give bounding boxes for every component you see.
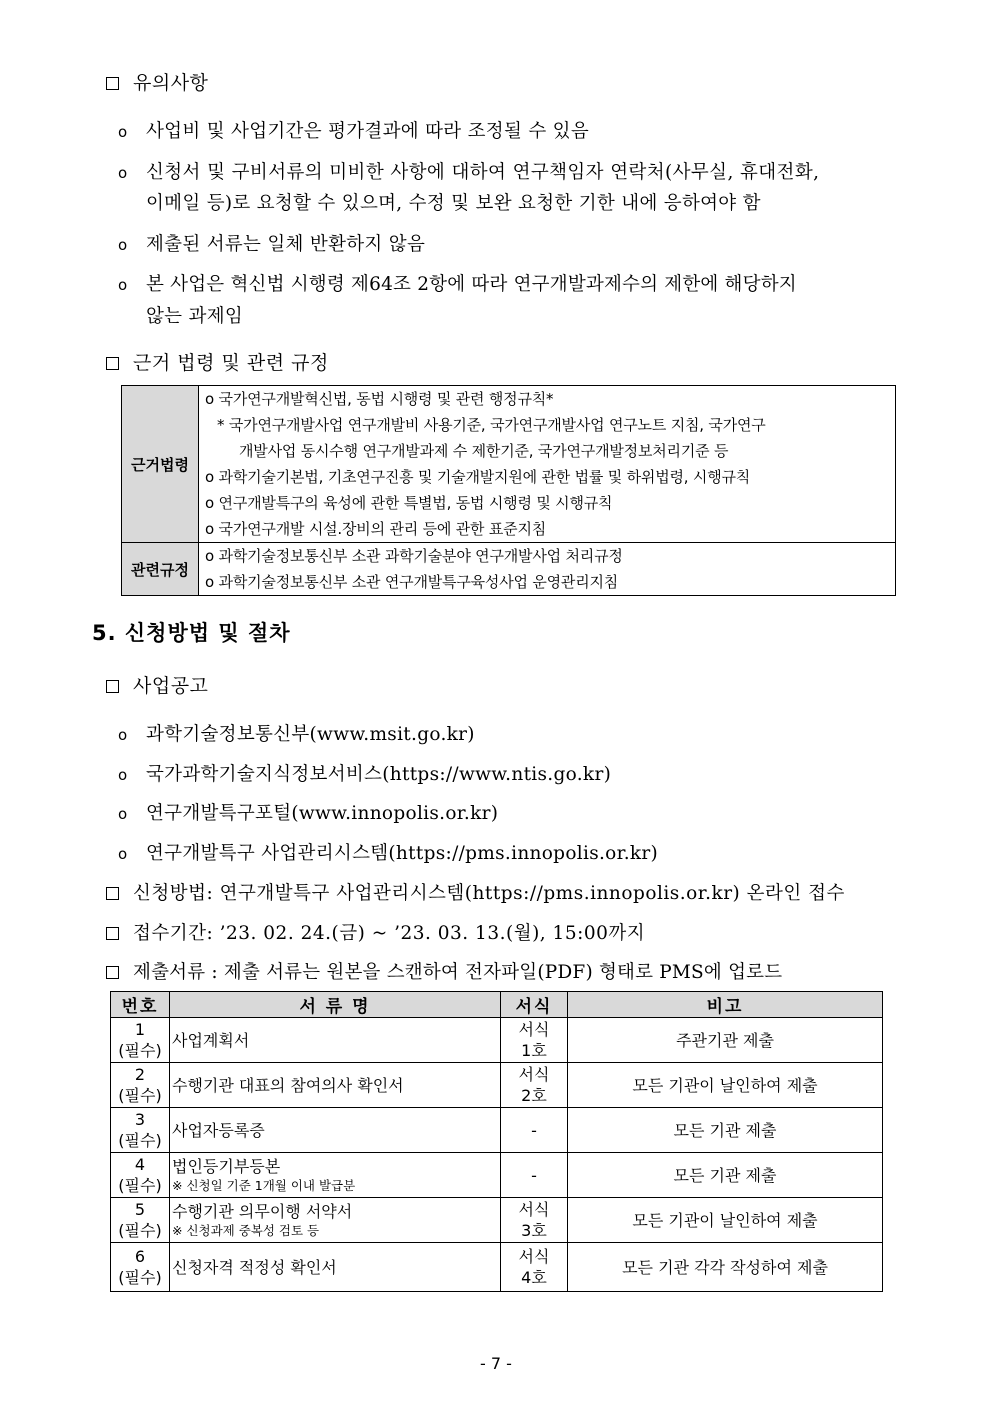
col-remark: 비고 xyxy=(568,992,883,1018)
checkbox-square-icon xyxy=(106,680,119,693)
table-row xyxy=(111,1198,883,1243)
col-number: 번호 xyxy=(111,992,170,1018)
row-form: 서식 2호 xyxy=(501,1063,568,1108)
law-line: ο 국가연구개발혁신법, 동법 시행령 및 관련 행정규칙* xyxy=(205,390,554,408)
table-row xyxy=(111,1063,883,1108)
row-doc-name: 신청자격 적정성 확인서 xyxy=(170,1243,501,1292)
table-row xyxy=(111,1243,883,1292)
row-form: - xyxy=(501,1108,568,1153)
notice-section-title: 유의사항 xyxy=(106,68,208,95)
notice-item: ο 사업비 및 사업기간은 평가결과에 따라 조정될 수 있음 xyxy=(118,121,590,142)
announce-section-title: 사업공고 xyxy=(106,671,208,698)
notice-item-continuation: 이메일 등)로 요청할 수 있으며, 수정 및 보완 요청한 기한 내에 응하여야 함 xyxy=(146,193,761,214)
laws-section-title: 근거 법령 및 관련 규정 xyxy=(106,348,329,375)
rule-line: ο 과학기술정보통신부 소관 연구개발특구육성사업 운영관리지침 xyxy=(205,573,619,591)
announce-item: ο 국가과학기술지식정보서비스(https://www.ntis.go.kr) xyxy=(118,764,612,785)
row-form: 서식 3호 xyxy=(501,1198,568,1243)
checkbox-square-icon xyxy=(106,887,119,900)
row-doc-note: ※ 신청일 기준 1개월 이내 발급분 xyxy=(172,1178,356,1193)
checkbox-square-icon xyxy=(106,966,119,979)
page-number: - 7 - xyxy=(480,1354,512,1373)
notice-item-continuation: 않는 과제임 xyxy=(146,306,244,327)
row-remark: 주관기관 제출 xyxy=(568,1018,883,1063)
row-number: 6 (필수) xyxy=(111,1243,170,1292)
law-footnote-line: 개발사업 동시수행 연구개발과제 수 제한기준, 국가연구개발정보처리기준 등 xyxy=(239,442,729,460)
row-number: 5 (필수) xyxy=(111,1198,170,1243)
apply-method: 신청방법: 연구개발특구 사업관리시스템(https://pms.innopolis.or.kr) 온라인 접수 xyxy=(106,879,845,905)
row-doc-name: 사업자등록증 xyxy=(170,1108,501,1153)
row-remark: 모든 기관 각각 작성하여 제출 xyxy=(568,1243,883,1292)
row-number: 4 (필수) xyxy=(111,1153,170,1198)
row-number: 3 (필수) xyxy=(111,1108,170,1153)
docs-intro: 제출서류 : 제출 서류는 원본을 스캔하여 전자파일(PDF) 형태로 PMS에 업로드 xyxy=(106,958,782,984)
checkbox-square-icon xyxy=(106,927,119,940)
notice-item: ο 제출된 서류는 일체 반환하지 않음 xyxy=(118,234,426,255)
row-doc-name: 수행기관 대표의 참여의사 확인서 xyxy=(170,1063,501,1108)
announce-item: ο 과학기술정보통신부(www.msit.go.kr) xyxy=(118,724,475,745)
announce-item: ο 연구개발특구 사업관리시스템(https://pms.innopolis.or.kr) xyxy=(118,843,659,864)
table-row xyxy=(111,1108,883,1153)
section-heading: 5. 신청방법 및 절차 xyxy=(92,621,291,645)
related-rules-header: 관련규정 xyxy=(122,543,199,596)
row-form: 서식 4호 xyxy=(501,1243,568,1292)
checkbox-square-icon xyxy=(106,357,119,370)
related-rules-cell xyxy=(199,543,896,596)
law-line: ο 연구개발특구의 육성에 관한 특별법, 동법 시행령 및 시행규칙 xyxy=(205,494,613,512)
law-line: ο 과학기술기본법, 기초연구진흥 및 기술개발지원에 관한 법률 및 하위법령, 시행규칙 xyxy=(205,468,751,486)
row-remark: 모든 기관 제출 xyxy=(568,1153,883,1198)
basis-laws-cell xyxy=(199,386,896,543)
rule-line: ο 과학기술정보통신부 소관 과학기술분야 연구개발사업 처리규정 xyxy=(205,547,623,565)
col-form: 서식 xyxy=(501,992,568,1018)
documents-table xyxy=(110,991,883,1292)
row-form: - xyxy=(501,1153,568,1198)
law-footnote-line: * 국가연구개발사업 연구개발비 사용기준, 국가연구개발사업 연구노트 지침, 국가연구 xyxy=(217,416,766,434)
documents-table-header xyxy=(111,992,883,1018)
laws-table xyxy=(121,385,896,596)
row-doc-name: 사업계획서 xyxy=(170,1018,501,1063)
row-remark: 모든 기관이 날인하여 제출 xyxy=(568,1063,883,1108)
row-number: 1 (필수) xyxy=(111,1018,170,1063)
row-doc-name: 법인등기부등본 ※ 신청일 기준 1개월 이내 발급분 xyxy=(170,1153,501,1198)
table-row xyxy=(111,1018,883,1063)
col-doc-name: 서 류 명 xyxy=(170,992,501,1018)
row-form: 서식 1호 xyxy=(501,1018,568,1063)
row-doc-name: 수행기관 의무이행 서약서 ※ 신청과제 중복성 검토 등 xyxy=(170,1198,501,1243)
notice-item: ο 신청서 및 구비서류의 미비한 사항에 대하여 연구책임자 연락처(사무실, 휴대전화, xyxy=(118,162,820,183)
table-row xyxy=(111,1153,883,1198)
notice-item: ο 본 사업은 혁신법 시행령 제64조 2항에 따라 연구개발과제수의 제한에 해당하지 xyxy=(118,274,797,295)
row-remark: 모든 기관 제출 xyxy=(568,1108,883,1153)
row-doc-note: ※ 신청과제 중복성 검토 등 xyxy=(172,1223,320,1238)
apply-period: 접수기간: ’23. 02. 24.(금) ~ ’23. 03. 13.(월), 15:00까지 xyxy=(106,919,645,945)
announce-item: ο 연구개발특구포털(www.innopolis.or.kr) xyxy=(118,803,499,824)
row-remark: 모든 기관이 날인하여 제출 xyxy=(568,1198,883,1243)
basis-laws-header: 근거법령 xyxy=(122,386,199,543)
checkbox-square-icon xyxy=(106,77,119,90)
row-number: 2 (필수) xyxy=(111,1063,170,1108)
law-line: ο 국가연구개발 시설.장비의 관리 등에 관한 표준지침 xyxy=(205,520,547,538)
